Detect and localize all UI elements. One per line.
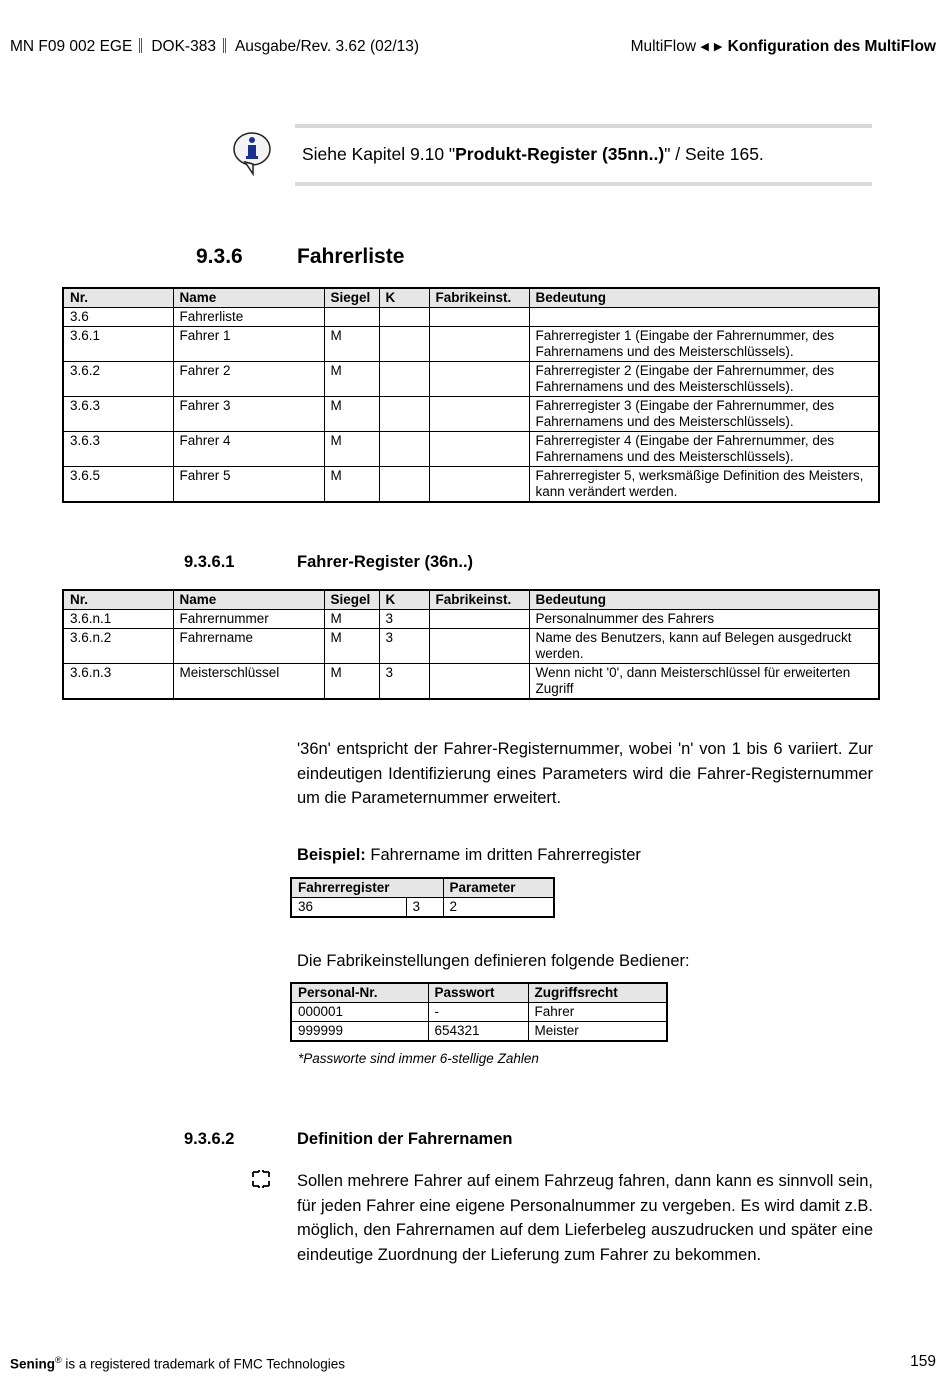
table-cell: M xyxy=(324,432,379,467)
table-cell: 3.6.1 xyxy=(63,327,173,362)
table-cell: 3.6.5 xyxy=(63,467,173,503)
col-header-parameter: Parameter xyxy=(443,878,554,898)
table-cell: 2 xyxy=(443,898,554,918)
info-icon xyxy=(231,130,273,176)
table-cell: Fahrer 1 xyxy=(173,327,324,362)
col-header-zugriffsrecht: Zugriffsrecht xyxy=(528,983,667,1003)
table-row xyxy=(63,327,879,362)
table-cell: Wenn nicht '0', dann Meisterschlüssel für erweiterten Zugriff xyxy=(529,664,879,700)
table-cell: Fahrer xyxy=(528,1003,667,1022)
table-cell: 999999 xyxy=(291,1022,428,1042)
table-cell: Fahrer 2 xyxy=(173,362,324,397)
col-header-bedeutung: Bedeutung xyxy=(529,590,879,610)
table-cell: Meister xyxy=(528,1022,667,1042)
password-note: *Passworte sind immer 6-stellige Zahlen xyxy=(298,1051,539,1066)
table-cell xyxy=(429,308,529,327)
table-row xyxy=(63,664,879,700)
col-header-name: Name xyxy=(173,288,324,308)
section-number: 9.3.6 xyxy=(196,245,243,268)
subsection-title: Definition der Fahrernamen xyxy=(297,1130,513,1148)
table-cell: Fahrernummer xyxy=(173,610,324,629)
table-cell xyxy=(429,432,529,467)
table-cell: 3 xyxy=(379,629,429,664)
table-cell xyxy=(429,397,529,432)
example-line xyxy=(297,846,641,865)
example-text: Fahrername im dritten Fahrerregister xyxy=(365,846,641,864)
table-cell: Fahrerregister 4 (Eingabe der Fahrernummer, des Fahrernamens und des Meisterschlüssels). xyxy=(529,432,879,467)
table-cell xyxy=(429,467,529,503)
table-row xyxy=(291,1003,667,1022)
header-chapter-info xyxy=(631,38,936,56)
table-cell xyxy=(379,327,429,362)
col-header-fahrerregister: Fahrerregister xyxy=(291,878,443,898)
table-cell xyxy=(379,397,429,432)
table-cell xyxy=(429,664,529,700)
table-cell: Name des Benutzers, kann auf Belegen ausgedruckt werden. xyxy=(529,629,879,664)
product-name: MultiFlow xyxy=(630,38,697,55)
table-cell: 3 xyxy=(379,664,429,700)
separator xyxy=(223,38,226,53)
header-doc-info xyxy=(10,38,419,56)
col-header-siegel: Siegel xyxy=(324,590,379,610)
table-cell xyxy=(324,308,379,327)
table-cell: 3.6.3 xyxy=(63,397,173,432)
example-label: Beispiel: xyxy=(297,846,366,864)
table-row xyxy=(63,397,879,432)
table-row xyxy=(63,610,879,629)
col-header-nr: Nr. xyxy=(63,288,173,308)
doc-id: DOK-383 xyxy=(151,38,216,55)
table-cell: Fahrername xyxy=(173,629,324,664)
table-cell xyxy=(379,308,429,327)
table-cell: Fahrer 3 xyxy=(173,397,324,432)
table-cell xyxy=(379,467,429,503)
separator xyxy=(139,38,142,53)
table-cell: Personalnummer des Fahrers xyxy=(529,610,879,629)
table-cell: Fahrer 5 xyxy=(173,467,324,503)
table-row xyxy=(291,1022,667,1042)
col-header-k: K xyxy=(379,288,429,308)
fahrerliste-table xyxy=(62,287,880,503)
table-cell xyxy=(529,308,879,327)
col-header-k: K xyxy=(379,590,429,610)
table-cell: 000001 xyxy=(291,1003,428,1022)
default-users-table xyxy=(290,982,668,1042)
table-header-row xyxy=(291,878,554,898)
table-cell: 3.6.n.3 xyxy=(63,664,173,700)
nav-arrows-icon: ◀ ▶ xyxy=(700,41,724,53)
table-cell: M xyxy=(324,327,379,362)
table-cell: M xyxy=(324,362,379,397)
subsection-number: 9.3.6.1 xyxy=(184,553,235,571)
table-header-row xyxy=(63,288,879,308)
col-header-bedeutung: Bedeutung xyxy=(529,288,879,308)
table-cell: 3 xyxy=(379,610,429,629)
table-cell: Fahrer 4 xyxy=(173,432,324,467)
table-cell: M xyxy=(324,610,379,629)
example-table xyxy=(290,877,555,918)
table-cell: 3.6 xyxy=(63,308,173,327)
subsection-number: 9.3.6.2 xyxy=(184,1130,235,1148)
info-note-reference[interactable]: Produkt-Register (35nn..) xyxy=(455,144,665,164)
table-cell: M xyxy=(324,397,379,432)
col-header-nr: Nr. xyxy=(63,590,173,610)
table-cell xyxy=(429,610,529,629)
page-number: 159 xyxy=(910,1353,936,1370)
col-header-passwort: Passwort xyxy=(428,983,528,1003)
table-cell xyxy=(429,327,529,362)
col-header-personal-nr: Personal-Nr. xyxy=(291,983,428,1003)
doc-code: MN F09 002 EGE xyxy=(10,38,133,55)
table-cell: Fahrerregister 3 (Eingabe der Fahrernummer, des Fahrernamens und des Meisterschlüssels). xyxy=(529,397,879,432)
defaults-intro: Die Fabrikeinstellungen definieren folgende Bediener: xyxy=(297,952,690,970)
table-row xyxy=(63,362,879,397)
table-cell: Meisterschlüssel xyxy=(173,664,324,700)
table-cell: 3 xyxy=(406,898,443,918)
register-number-explanation: '36n' entspricht der Fahrer-Registernummer, wobei 'n' von 1 bis 6 variiert. Zur eindeutigen Identifizierung eines Parameters wird die Fahrer-Registernummer um die Parameternummer erweitert. xyxy=(297,740,873,807)
table-cell: - xyxy=(428,1003,528,1022)
brand-name: Sening xyxy=(10,1356,56,1372)
revision: Ausgabe/Rev. 3.62 (02/13) xyxy=(234,38,420,55)
subsection-title: Fahrer-Register (36n..) xyxy=(297,553,474,571)
table-row xyxy=(291,898,554,918)
table-row xyxy=(63,308,879,327)
col-header-fabrikeinst: Fabrikeinst. xyxy=(429,288,529,308)
table-cell: M xyxy=(324,664,379,700)
table-cell: Fahrerregister 1 (Eingabe der Fahrernummer, des Fahrernamens und des Meisterschlüssels). xyxy=(529,327,879,362)
table-header-row xyxy=(63,590,879,610)
table-cell: 36 xyxy=(291,898,406,918)
table-cell: 3.6.3 xyxy=(63,432,173,467)
section-title: Fahrerliste xyxy=(297,245,405,268)
table-header-row xyxy=(291,983,667,1003)
table-row xyxy=(63,432,879,467)
info-note-text: Siehe Kapitel 9.10 "Produkt-Register (35nn..)" / Seite 165. xyxy=(302,144,764,164)
registered-mark: ® xyxy=(55,1355,62,1365)
col-header-fabrikeinst: Fabrikeinst. xyxy=(429,590,529,610)
col-header-name: Name xyxy=(173,590,324,610)
table-cell xyxy=(379,432,429,467)
table-row xyxy=(63,629,879,664)
chapter-title: Konfiguration des MultiFlow xyxy=(727,38,936,55)
table-cell: 3.6.n.2 xyxy=(63,629,173,664)
table-cell: M xyxy=(324,467,379,503)
table-cell: 3.6.n.1 xyxy=(63,610,173,629)
table-row xyxy=(63,467,879,503)
table-cell xyxy=(429,362,529,397)
table-cell: 3.6.2 xyxy=(63,362,173,397)
table-cell: Fahrerregister 2 (Eingabe der Fahrernummer, des Fahrernamens und des Meisterschlüssels). xyxy=(529,362,879,397)
footer-trademark: Sening® is a registered trademark of FMC Technologies xyxy=(10,1355,346,1372)
table-cell xyxy=(379,362,429,397)
table-cell xyxy=(429,629,529,664)
table-cell: Fahrerregister 5, werksmäßige Definition des Meisters, kann verändert werden. xyxy=(529,467,879,503)
book-icon xyxy=(250,1169,272,1189)
col-header-siegel: Siegel xyxy=(324,288,379,308)
driver-names-explanation: Sollen mehrere Fahrer auf einem Fahrzeug fahren, dann kann es sinnvoll sein, für jeden Fahrer eine eigene Personalnummer zu vergeben. Es wird damit z.B. möglich, den Fahrernamen auf dem Lieferbeleg auszudrucken und später eine eindeutige Zuordnung der Lieferung zum Fahrer zu bekommen. xyxy=(297,1172,873,1264)
fahrer-register-table xyxy=(62,589,880,700)
table-cell: Fahrerliste xyxy=(173,308,324,327)
table-cell: 654321 xyxy=(428,1022,528,1042)
table-cell: M xyxy=(324,629,379,664)
